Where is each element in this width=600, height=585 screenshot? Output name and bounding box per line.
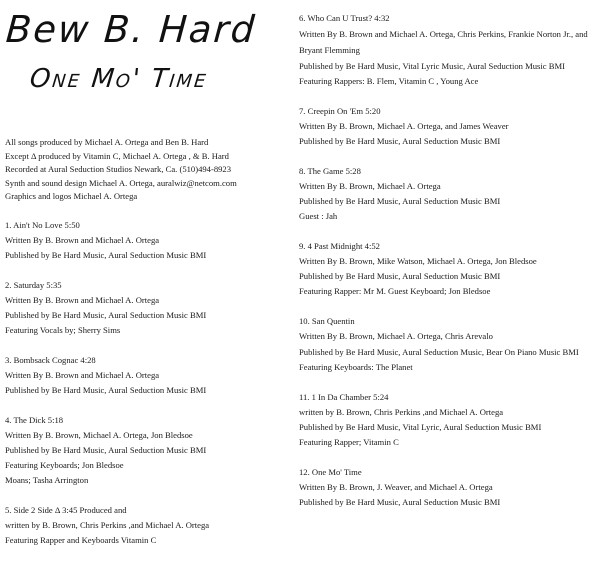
track-title: 8. The Game 5:28 xyxy=(299,166,361,176)
track-credit: Published by Be Hard Music, Aural Seduction Music BMI xyxy=(5,444,207,455)
track-title: 7. Creepin On 'Em 5:20 xyxy=(299,106,381,116)
track-credit: Featuring Rappers: B. Flem, Vitamin C , Young Ace xyxy=(299,76,479,86)
track-credit: Written By B. Brown, Michael A. Ortega, Jon Bledsoe xyxy=(5,429,193,440)
track-title: 2. Saturday 5:35 xyxy=(5,279,62,290)
track-credit: written by B. Brown, Chris Perkins ,and Michael A. Ortega xyxy=(299,407,504,417)
track-credit: Written By B. Brown, Michael A. Ortega, Chris Arevalo xyxy=(299,331,493,341)
track-title: 3. Bombsack Cognac 4:28 xyxy=(5,354,96,365)
track-credit: Published by Be Hard Music, Aural Seduction Music, Bear On Piano Music BMI xyxy=(299,347,579,357)
track-9 xyxy=(299,239,597,299)
track-credit: Featuring Rapper; Vitamin C xyxy=(299,437,399,447)
credit-line: Synth and sound design Michael A. Ortega, auralwiz@netcom.com xyxy=(5,177,237,188)
track-7 xyxy=(299,104,597,149)
track-credit: Written By B. Brown and Michael A. Ortega xyxy=(5,234,160,245)
track-credit: Written By B. Brown and Michael A. Ortega xyxy=(5,369,160,380)
track-credit: Written By B. Brown and Michael A. Ortega, Chris Perkins, Frankie Norton Jr., and Bryant Flemming xyxy=(299,29,588,55)
track-credit: Published by Be Hard Music, Aural Seduction Music BMI xyxy=(299,196,501,206)
track-title: 4. The Dick 5:18 xyxy=(5,414,64,425)
track-11 xyxy=(299,390,597,450)
track-credit: Moans; Tasha Arrington xyxy=(5,474,89,485)
track-credit: Published by Be Hard Music, Vital Lyric, Aural Seduction Music BMI xyxy=(299,422,542,432)
track-title: 12. One Mo' Time xyxy=(299,467,362,477)
right-column xyxy=(299,11,597,525)
artist-title: Bew B. Hard xyxy=(4,8,258,51)
track-title: 11. 1 In Da Chamber 5:24 xyxy=(299,392,389,402)
track-credit: Written By B. Brown, J. Weaver, and Michael A. Ortega xyxy=(299,482,493,492)
track-credit: Written By B. Brown, Michael A. Ortega xyxy=(299,181,441,191)
left-column xyxy=(5,136,290,563)
track-title: 1. Ain't No Love 5:50 xyxy=(5,219,80,230)
track-credit: Published by Be Hard Music, Aural Seduction Music BMI xyxy=(299,497,501,507)
track-4 xyxy=(5,413,290,488)
track-credit: Written By B. Brown, Mike Watson, Michael A. Ortega, Jon Bledsoe xyxy=(299,256,537,266)
credit-line: Except Δ produced by Vitamin C, Michael A. Ortega , & B. Hard xyxy=(5,150,229,161)
track-credit: Published by Be Hard Music, Aural Seduction Music BMI xyxy=(5,309,207,320)
track-credit: Published by Be Hard Music, Vital Lyric Music, Aural Seduction Music BMI xyxy=(299,61,565,71)
track-credit: Featuring Keyboards; Jon Bledsoe xyxy=(5,459,124,470)
track-2 xyxy=(5,278,290,338)
track-credit: Published by Be Hard Music, Aural Seduction Music BMI xyxy=(299,271,501,281)
track-credit: Featuring Rapper and Keyboards Vitamin C xyxy=(5,534,157,545)
track-credit: written by B. Brown, Chris Perkins ,and Michael A. Ortega xyxy=(5,519,210,530)
track-12 xyxy=(299,465,597,510)
album-title: One Mo' Time xyxy=(28,64,210,94)
track-10 xyxy=(299,314,597,375)
production-credits xyxy=(5,136,290,204)
track-credit: Written By B. Brown and Michael A. Ortega xyxy=(5,294,160,305)
track-credit: Written By B. Brown, Michael A. Ortega, and James Weaver xyxy=(299,121,509,131)
track-3 xyxy=(5,353,290,398)
track-8 xyxy=(299,164,597,224)
track-credit: Featuring Keyboards: The Planet xyxy=(299,362,413,372)
track-title: 9. 4 Past Midnight 4:52 xyxy=(299,241,380,251)
track-6 xyxy=(299,11,597,89)
track-5 xyxy=(5,503,290,548)
credit-line: Graphics and logos Michael A. Ortega xyxy=(5,191,138,201)
track-credit: Published by Be Hard Music, Aural Seduction Music BMI xyxy=(5,249,207,260)
track-credit: Featuring Rapper: Mr M. Guest Keyboard; Jon Bledsoe xyxy=(299,286,491,296)
track-credit: Published by Be Hard Music, Aural Seduction Music BMI xyxy=(299,136,501,146)
track-credit: Published by Be Hard Music, Aural Seduction Music BMI xyxy=(5,384,207,395)
track-1 xyxy=(5,218,290,263)
track-title: 6. Who Can U Trust? 4:32 xyxy=(299,13,390,23)
track-credit: Guest : Jah xyxy=(299,211,338,221)
track-title: 10. San Quentin xyxy=(299,316,355,326)
credit-line: All songs produced by Michael A. Ortega and Ben B. Hard xyxy=(5,137,209,147)
track-title: 5. Side 2 Side Δ 3:45 Produced and xyxy=(5,504,127,515)
credit-line: Recorded at Aural Seduction Studios Newark, Ca. (510)494-8923 xyxy=(5,164,232,174)
track-credit: Featuring Vocals by; Sherry Sims xyxy=(5,324,121,335)
